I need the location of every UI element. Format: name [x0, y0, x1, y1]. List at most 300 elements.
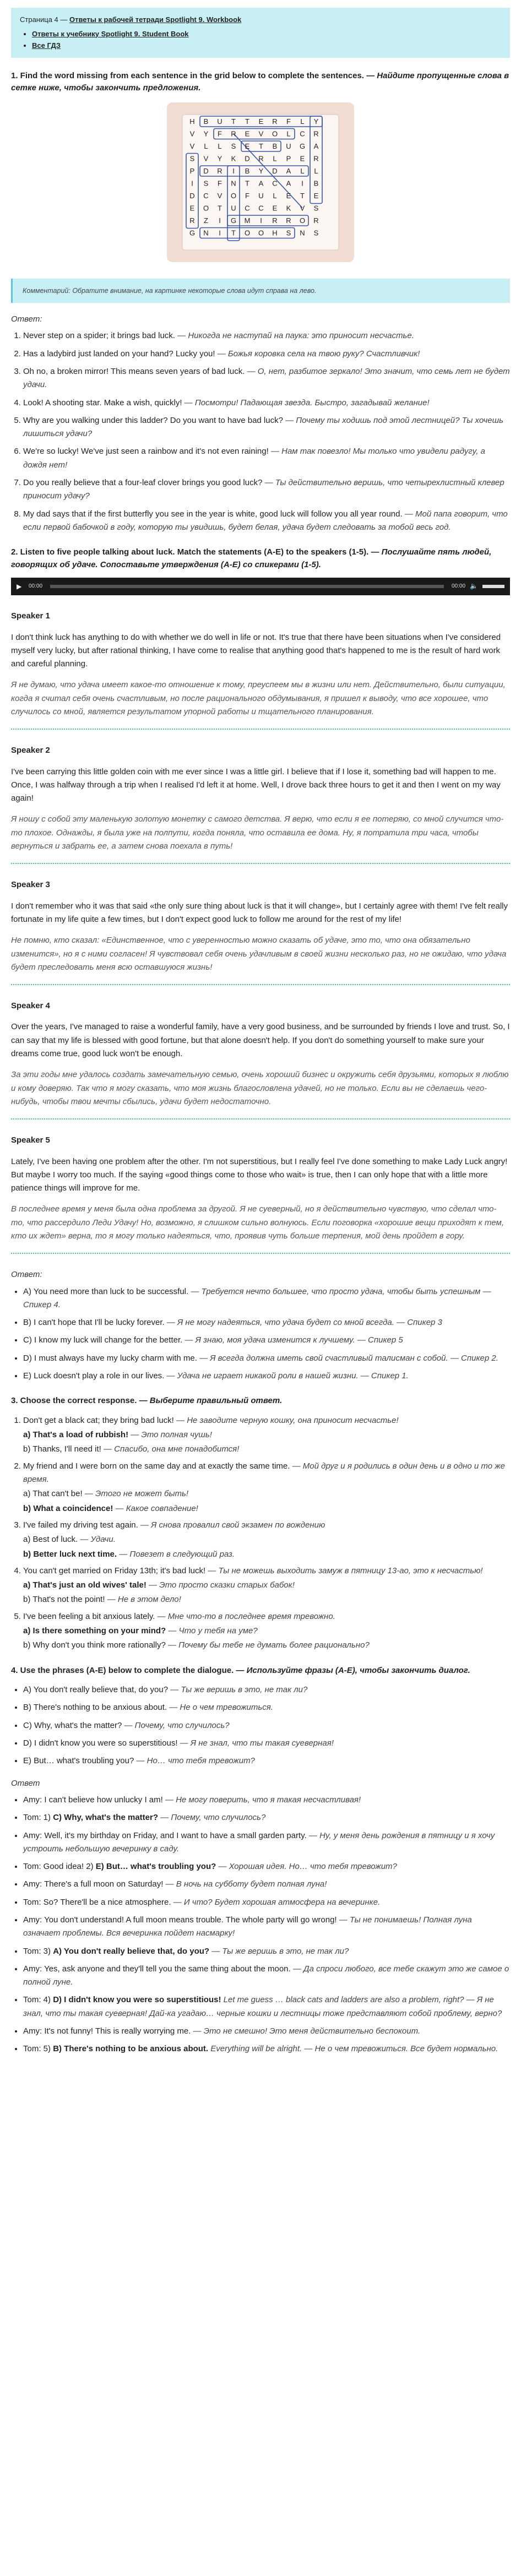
- answer-item: [23, 347, 510, 361]
- grid-letter: T: [245, 117, 249, 126]
- option-translation: — Удачи.: [80, 1535, 116, 1545]
- grid-letter: R: [189, 216, 195, 225]
- speaker-block: [11, 610, 510, 719]
- grid-letter: E: [286, 191, 291, 200]
- grid-letter: A: [258, 179, 264, 187]
- question-translation: — Я снова провалил свой экзамен по вождению: [140, 1520, 325, 1530]
- phrase-en: C) Why, what's the matter?: [23, 1720, 122, 1730]
- grid-letter: H: [189, 117, 195, 126]
- nav-prefix: Страница 4 —: [20, 15, 69, 24]
- answer-en: Look! A shooting star. Make a wish, quickly!: [23, 398, 182, 407]
- option-item: [23, 1593, 510, 1606]
- answer-ru: — О, нет, разбитое зеркало! Это значит, что семь лет не будет удачи.: [23, 366, 510, 390]
- phrase-item: [23, 1683, 510, 1697]
- answer-en: C) I know my luck will change for the better.: [23, 1335, 183, 1345]
- grid-letter: N: [300, 229, 305, 237]
- nav-link-student-book[interactable]: Ответы к учебнику Spotlight 9. Student Book: [32, 29, 189, 38]
- grid-letter: P: [189, 166, 195, 175]
- option-translation: — Почему бы тебе не думать более рационально?: [168, 1640, 370, 1650]
- grid-letter: O: [272, 129, 278, 138]
- question-text: My friend and I were born on the same day and at exactly the same time.: [23, 1461, 290, 1471]
- grid-letter: C: [258, 204, 264, 212]
- grid-letter: F: [218, 179, 222, 187]
- grid-letter: U: [217, 117, 222, 126]
- phrase-en: D) I didn't know you were so superstitious!: [23, 1738, 178, 1748]
- dialogue-line: [23, 1896, 510, 1909]
- answer-en: Oh no, a broken mirror! This means seven years of bad luck.: [23, 366, 245, 376]
- dialogue-line: [23, 1794, 510, 1807]
- grid-letter: T: [259, 142, 263, 150]
- task1-answer-label: Ответ:: [11, 314, 42, 324]
- answer-item: [23, 1352, 510, 1365]
- option-item: [23, 1502, 510, 1515]
- speaker-translation: За эти годы мне удалось создать замечательную семью, очень хороший бизнес и окружить себя друзьями, которых я люблю и кому доверяю. Так что я могу сказать, что моя жизнь благословлена удачей, но не только. Если вы не сделаешь чего-нибудь, чтобы твои мечты сбылись, удачи будет недостаточно.: [11, 1070, 509, 1106]
- dialogue-line: [23, 1914, 510, 1941]
- dialogue-line: [23, 1963, 510, 1990]
- grid-letter: R: [217, 166, 222, 175]
- dialogue-translation: Let me guess … black cats and ladders are also a problem, right? — Я не знал, что ты такая суеверная! Дай-ка угадаю… черные кошки и лестницы тоже представляют собой проблему, верно?: [23, 1995, 502, 2018]
- dialogue-translation: — Хорошая идея. Но… что тебя тревожит?: [216, 1862, 397, 1872]
- option-text: a) That's just an old wives' tale!: [23, 1580, 146, 1590]
- dialogue-line: [23, 1811, 510, 1824]
- dialogue-text: Amy: It's not funny! This is really worrying me.: [23, 2026, 191, 2036]
- phrase-ru: — Не о чем тревожиться.: [169, 1703, 273, 1713]
- answer-item: [23, 365, 510, 392]
- task2-title-ru: — Послушайте пять людей, говорящих об удаче. Сопоставьте утверждения (A-E) со спикерами (1-5).: [11, 547, 492, 569]
- option-translation: — Этого не может быть!: [84, 1489, 189, 1499]
- grid-letter: K: [231, 154, 236, 162]
- option-item: [23, 1487, 510, 1501]
- option-translation: — Какое совпадение!: [115, 1503, 198, 1513]
- task2-answer-list: [11, 1285, 510, 1383]
- grid-letter: D: [272, 166, 278, 175]
- grid-letter: U: [286, 142, 291, 150]
- grid-letter: Z: [204, 216, 208, 225]
- option-translation: — Спасибо, она мне понадобится!: [104, 1444, 240, 1454]
- dialogue-answer: A) You don't really believe that, do you?: [53, 1946, 210, 1956]
- option-text: a) Best of luck.: [23, 1535, 78, 1545]
- speaker-block: [11, 999, 510, 1108]
- grid-letter: D: [189, 191, 195, 200]
- question-item: [23, 1460, 510, 1515]
- option-translation: — Это полная чушь!: [131, 1430, 212, 1440]
- grid-letter: L: [300, 166, 305, 175]
- nav-item: [32, 29, 501, 40]
- option-text: a) That can't be!: [23, 1489, 83, 1499]
- grid-letter: E: [189, 204, 195, 212]
- grid-letter: R: [231, 129, 236, 138]
- dialogue-answer: E) But… what's troubling you?: [95, 1862, 216, 1872]
- grid-letter: C: [245, 204, 250, 212]
- grid-letter: I: [301, 179, 303, 187]
- answer-ru: — Я всегда должна иметь свой счастливый талисман с собой. — Спикер 2.: [199, 1353, 498, 1363]
- speaker-block: [11, 878, 510, 974]
- task3-title: [11, 1395, 510, 1407]
- grid-letter: O: [299, 216, 306, 225]
- dialogue-answer: D) I didn't know you were so superstitious!: [53, 1995, 221, 2005]
- answer-en: B) I can't hope that I'll be lucky forever.: [23, 1318, 165, 1328]
- task4-title-ru: — Используйте фразы (A-E), чтобы закончить диалог.: [236, 1665, 470, 1675]
- answer-item: [23, 1334, 510, 1347]
- option-translation: — Повезет в следующий раз.: [119, 1549, 235, 1559]
- option-item: [23, 1548, 510, 1561]
- phrase-ru: — Ты же веришь в это, не так ли?: [170, 1685, 308, 1695]
- answer-en: My dad says that if the first butterfly you see in the year is white, good luck will follow you all year round.: [23, 509, 403, 519]
- task3-title-en: 3. Choose the correct response.: [11, 1396, 137, 1406]
- phrase-en: A) You don't really believe that, do you?: [23, 1685, 169, 1695]
- task2-title: [11, 546, 510, 571]
- grid-letter: I: [219, 216, 221, 225]
- answer-ru: — Удача не играет никакой роли в нашей жизни. — Спикер 1.: [166, 1371, 409, 1381]
- grid-letter: L: [218, 142, 222, 150]
- task4-answer-label: Ответ: [11, 1778, 40, 1788]
- dialogue-line: [23, 1945, 510, 1958]
- answer-en: E) Luck doesn't play a role in our lives.: [23, 1371, 165, 1381]
- answer-en: We're so lucky! We've just seen a rainbow and it's not even raining!: [23, 447, 269, 456]
- question-translation: — Мой друг и я родились в один день и в одно и то же время.: [23, 1461, 505, 1485]
- answer-item: [23, 508, 510, 535]
- grid-letter: B: [272, 142, 278, 150]
- phrase-item: [23, 1737, 510, 1750]
- grid-letter: F: [245, 191, 249, 200]
- answer-en: Never step on a spider; it brings bad luck.: [23, 331, 175, 341]
- task3-question-list: [11, 1414, 510, 1653]
- dialogue-text: Amy: Yes, ask anyone and they'll tell you the same thing about the moon.: [23, 1964, 291, 1974]
- phrase-ru: — Почему, что случилось?: [124, 1720, 230, 1730]
- speaker-text: I don't think luck has anything to do with whether we do well in life or not. It's true that there have been situations when I've considered myself very lucky, but after rational thinking, I have come to realise that anything good that's happened to me is the result of hard work and careful planning.: [11, 632, 501, 669]
- grid-letter: V: [203, 154, 209, 162]
- grid-letter: N: [203, 229, 209, 237]
- option-translation: — Не в этом дело!: [107, 1595, 181, 1605]
- dialogue-translation: — Ты же веришь в это, не так ли?: [209, 1946, 349, 1956]
- task3-title-ru: — Выберите правильный ответ.: [139, 1396, 283, 1406]
- speaker-name: Speaker 3: [11, 880, 50, 890]
- grid-letter: H: [272, 229, 278, 237]
- answer-en: D) I must always have my lucky charm with me.: [23, 1353, 197, 1363]
- speaker-translation: Я не думаю, что удача имеет какое-то отношение к тому, преуспеем мы в жизни или нет. Действительно, были ситуации, когда я считал себя очень счастливым, но после рационального обдумывания, я пришел к выводу, что все хорошее, что случилось со мной, является результатом упорной работы и тщательного планирования.: [11, 680, 506, 716]
- dialogue-translation: — Ну, у меня день рождения в пятницу и я хочу устроить небольшую вечеринку в саду.: [23, 1830, 495, 1854]
- grid-letter: G: [189, 229, 196, 237]
- answer-item: [23, 1369, 510, 1383]
- grid-letter: L: [204, 142, 208, 150]
- grid-letter: F: [286, 117, 291, 126]
- answer-en: Has a ladybird just landed on your hand? Lucky you!: [23, 349, 215, 358]
- answer-item: [23, 476, 510, 503]
- question-item: [23, 1519, 510, 1561]
- dialogue-text: Amy: Well, it's my birthday on Friday, and I want to have a small garden party.: [23, 1830, 307, 1840]
- task4-phrase-list: [11, 1683, 510, 1768]
- dialogue-translation: Everything will be alright. — Не о чем тревожиться. Все будет нормально.: [208, 2044, 498, 2054]
- grid-letter: A: [286, 166, 291, 175]
- option-list: [23, 1487, 510, 1515]
- option-text: a) Is there something on your mind?: [23, 1626, 166, 1636]
- grid-letter: S: [231, 142, 236, 150]
- grid-letter: S: [189, 154, 195, 162]
- grid-letter: T: [218, 204, 222, 212]
- task1-title-en: 1. Find the word missing from each sentence in the grid below to complete the sentences.: [11, 70, 364, 80]
- divider: [11, 863, 510, 864]
- dialogue-line: [23, 1878, 510, 1891]
- speaker-name: Speaker 5: [11, 1135, 50, 1145]
- nav-current: [20, 14, 501, 25]
- nav-link-all-gdz[interactable]: Все ГДЗ: [32, 41, 61, 50]
- speaker-text: I don't remember who it was that said «the only sure thing about luck is that it will change», but I certainly agree with them! I've felt really fortunate in my life quite a few times, but I don't expect good luck to follow me around for the rest of my life!: [11, 901, 508, 924]
- answer-item: [23, 329, 510, 343]
- grid-letter: S: [313, 204, 319, 212]
- grid-letter: N: [231, 179, 236, 187]
- grid-letter: E: [272, 204, 278, 212]
- phrase-item: [23, 1701, 510, 1714]
- task1-title: [11, 70, 510, 95]
- speaker-translation: В последнее время у меня была одна проблема за другой. Я не суеверный, но я действительно чувствую, что сделал что-то, что рассердило Леди Удачу! Но, возможно, я слишком сильно волнуюсь. Если поговорка «хорошие вещи приходят к тем, кто их ждет» верна, то я могу только надеяться, что, проявив чуть больше терпения, мой день пройдет в гору.: [11, 1204, 504, 1241]
- grid-letter: L: [314, 166, 318, 175]
- question-item: [23, 1564, 510, 1607]
- grid-letter: T: [300, 191, 305, 200]
- dialogue-translation: — Почему, что случилось?: [158, 1813, 266, 1823]
- dialogue-text: Tom: 5): [23, 2044, 53, 2054]
- option-item: [23, 1639, 510, 1652]
- grid-letter: B: [245, 166, 250, 175]
- grid-letter: U: [231, 204, 236, 212]
- grid-letter: R: [272, 117, 278, 126]
- speaker-name: Speaker 2: [11, 746, 50, 756]
- option-list: [23, 1533, 510, 1561]
- grid-letter: E: [245, 129, 250, 138]
- speaker-name: Speaker 1: [11, 611, 50, 621]
- dialogue-text: Amy: There's a full moon on Saturday!: [23, 1879, 164, 1889]
- grid-letter: R: [258, 154, 264, 162]
- phrase-ru: — Но… что тебя тревожит?: [136, 1756, 255, 1766]
- dialogue-text: Amy: You don't understand! A full moon means trouble. The whole party will go wrong!: [23, 1915, 337, 1925]
- grid-letter: O: [244, 229, 251, 237]
- dialogue-text: Tom: 1): [23, 1813, 53, 1823]
- wordsearch-image: [11, 102, 510, 267]
- wordsearch-grid: [167, 102, 354, 262]
- phrase-ru: — Я не знал, что ты такая суеверная!: [180, 1738, 334, 1748]
- grid-letter: O: [203, 204, 209, 212]
- option-text: a) That's a load of rubbish!: [23, 1430, 129, 1440]
- grid-letter: V: [300, 204, 305, 212]
- nav-link-workbook[interactable]: Ответы к рабочей тетради Spotlight 9. Workbook: [69, 15, 242, 24]
- grid-letter: Y: [313, 117, 319, 126]
- volume-icon[interactable]: 🔈: [470, 582, 478, 590]
- grid-letter: R: [313, 129, 319, 138]
- question-text: You can't get married on Friday 13th; it's bad luck!: [23, 1566, 206, 1575]
- dialogue-line: [23, 1993, 510, 2020]
- grid-letter: I: [191, 179, 193, 187]
- question-text: I've failed my driving test again.: [23, 1520, 138, 1530]
- option-text: b) What a coincidence!: [23, 1503, 113, 1513]
- speaker-block: [11, 1134, 510, 1243]
- grid-letter: V: [189, 142, 195, 150]
- answer-en: Why are you walking under this ladder? Do you want to have bad luck?: [23, 415, 283, 425]
- answer-item: [23, 396, 510, 410]
- answer-en: Do you really believe that a four-leaf clover brings you good luck?: [23, 478, 263, 488]
- dialogue-translation: — Да спроси любого, все тебе скажут это же самое о полной луне.: [23, 1964, 509, 1987]
- question-translation: — Мне что-то в последнее время тревожно.: [157, 1611, 335, 1621]
- play-icon[interactable]: ▶: [17, 583, 22, 591]
- answer-ru: — Почему ты ходишь под этой лестницей? Ты хочешь лишиться удачи?: [23, 415, 503, 439]
- answer-ru: — Я не могу надеяться, что удача будет со мной всегда. — Спикер 3: [166, 1318, 442, 1328]
- speaker-text: Lately, I've been having one problem after the other. I'm not superstitious, but I really feel I've done something to make Lady Luck angry! But maybe I worry too much. If the saying «good things come to those who wait» is true, then I can only hope that with a little more patience things will improve for me.: [11, 1156, 508, 1193]
- volume-slider[interactable]: [482, 585, 504, 588]
- grid-letter: L: [273, 154, 277, 162]
- question-item: [23, 1414, 510, 1457]
- task4-dialogue-list: [11, 1794, 510, 2056]
- grid-letter: L: [286, 129, 291, 138]
- grid-letter: C: [203, 191, 209, 200]
- answer-ru: — Требуется нечто большее, что просто удача, чтобы быть успешным — Спикер 4.: [23, 1286, 491, 1309]
- question-translation: — Ты не можешь выходить замуж в пятницу 13-ао, это к несчастью!: [208, 1566, 483, 1575]
- nav-box: [11, 8, 510, 58]
- grid-letter: R: [313, 216, 319, 225]
- option-text: b) That's not the point!: [23, 1595, 105, 1605]
- grid-letter: I: [219, 229, 221, 237]
- divider: [11, 984, 510, 985]
- answer-ru: — Никогда не наступай на паука: это приносит несчастье.: [177, 331, 414, 341]
- speaker-name: Speaker 4: [11, 1001, 50, 1011]
- grid-letter: Y: [258, 166, 264, 175]
- answer-ru: — Мой папа говорит, что если первой бабочкой в году, которую ты увидишь, будет белая, удача будет следовать за тобой весь год.: [23, 509, 508, 532]
- audio-progress-bar[interactable]: [50, 585, 444, 588]
- task2-title-en: 2. Listen to five people talking about luck. Match the statements (A-E) to the speakers (1-5).: [11, 547, 369, 557]
- option-item: [23, 1428, 510, 1442]
- grid-letter: F: [218, 129, 222, 138]
- answer-ru: — Нам так повезло! Мы только что увидели радугу, а дождя нет!: [23, 447, 485, 470]
- grid-letter: T: [231, 229, 236, 237]
- question-item: [23, 1610, 510, 1653]
- audio-total-time: 00:00: [452, 583, 466, 590]
- grid-letter: K: [286, 204, 291, 212]
- phrase-en: E) But… what's troubling you?: [23, 1756, 134, 1766]
- grid-letter: A: [313, 142, 319, 150]
- option-list: [23, 1624, 510, 1653]
- dialogue-text: Tom: So? There'll be a nice atmosphere.: [23, 1897, 171, 1907]
- grid-letter: C: [272, 179, 278, 187]
- option-translation: — Это просто сказки старых бабок!: [149, 1580, 295, 1590]
- dialogue-line: [23, 1829, 510, 1856]
- dialogue-answer: C) Why, what's the matter?: [53, 1813, 158, 1823]
- grid-letter: Y: [217, 154, 222, 162]
- option-translation: — Что у тебя на уме?: [168, 1626, 258, 1636]
- speaker-translation: Не помню, кто сказал: «Единственное, что с уверенностью можно сказать об удаче, это то, что она обязательно изменится», но я с ними согласен! Я чувствовал себя очень удачливым в своей жизни несколько раз, но не ожидаю, что удача будет преследовать меня всю оставшуюся жизнь!: [11, 936, 507, 972]
- grid-letter: O: [258, 229, 264, 237]
- grid-letter: L: [300, 117, 305, 126]
- divider: [11, 729, 510, 730]
- option-text: b) Better luck next time.: [23, 1549, 117, 1559]
- speaker-text: Over the years, I've managed to raise a wonderful family, have a very good business, and be surrounded by friends I love and trust. So, I can say that my life is blessed with good fortune, but that alone doesn't help. If you don't do something yourself to make sure your dreams come true, good luck won't be enough.: [11, 1022, 510, 1059]
- grid-letter: B: [313, 179, 319, 187]
- grid-letter: U: [258, 191, 264, 200]
- speaker-translation: Я ношу с собой эту маленькую золотую монетку с самого детства. Я верю, что если я ее потеряю, со мной случится что-то плохое. Однажды, я была уже на полпути, когда поняла, что оставила ее дома. Ну, я потратила три часа, чтобы вернуться и забрать ее, а затем снова поехала в путь!: [11, 814, 504, 851]
- option-item: [23, 1443, 510, 1456]
- answer-item: [23, 1316, 510, 1329]
- grid-letter: S: [313, 229, 319, 237]
- dialogue-line: [23, 1860, 510, 1873]
- speaker-block: [11, 744, 510, 853]
- grid-letter: D: [203, 166, 209, 175]
- answer-item: [23, 445, 510, 472]
- answer-ru: — Ты действительно веришь, что четырехлистный клевер приносит удачу?: [23, 478, 504, 501]
- question-text: I've been feeling a bit anxious lately.: [23, 1611, 155, 1621]
- dialogue-text: Tom: Good idea! 2): [23, 1862, 96, 1872]
- answer-ru: — Я знаю, моя удача изменится к лучшему. — Спикер 5: [184, 1335, 403, 1345]
- grid-letter: I: [260, 216, 262, 225]
- dialogue-text: Tom: 4): [23, 1995, 53, 2005]
- grid-letter: D: [245, 154, 250, 162]
- task1-answer-list: [11, 329, 510, 534]
- grid-letter: R: [272, 216, 278, 225]
- dialogue-line: [23, 2025, 510, 2038]
- nav-links: [20, 29, 501, 51]
- phrase-item: [23, 1754, 510, 1768]
- grid-letter: E: [245, 142, 250, 150]
- grid-letter: T: [245, 179, 249, 187]
- grid-letter: G: [299, 142, 306, 150]
- task2-answer-label: Ответ:: [11, 1270, 42, 1280]
- speakers-section: [11, 610, 510, 1254]
- answer-item: [23, 1285, 510, 1312]
- dialogue-translation: — Это не смешно! Это меня действительно беспокоит.: [191, 2026, 421, 2036]
- dialogue-translation: — Не могу поверить, что я такая несчастливая!: [162, 1795, 361, 1805]
- audio-player[interactable]: [11, 578, 510, 595]
- speaker-text: I've been carrying this little golden coin with me ever since I was a little girl. I believe that if I lose it, something bad will happen to me. Once, I was halfway through a trip when I realised I'd left it at home. Well, I drove back three hours to get it and then I went on my way again!: [11, 767, 501, 803]
- grid-letter: V: [258, 129, 264, 138]
- grid-letter: M: [244, 216, 251, 225]
- dialogue-translation: — Ты не понимаешь! Полная луна означает проблемы. Вся вечеринка пойдет насмарку!: [23, 1915, 472, 1938]
- dialogue-text: Amy: I can't believe how unlucky I am!: [23, 1795, 163, 1805]
- question-text: Don't get a black cat; they bring bad luck!: [23, 1415, 174, 1425]
- answer-ru: — Божья коровка села на твою руку? Счастливчик!: [217, 349, 420, 358]
- grid-letter: P: [286, 154, 291, 162]
- option-item: [23, 1533, 510, 1546]
- grid-letter: V: [217, 191, 222, 200]
- dialogue-translation: — И что? Будет хорошая атмосфера на вечеринке.: [171, 1897, 381, 1907]
- answer-en: A) You need more than luck to be successful.: [23, 1286, 189, 1296]
- answer-ru: — Посмотри! Падающая звезда. Быстро, загадывай желание!: [184, 398, 430, 407]
- task4-title-en: 4. Use the phrases (A-E) below to complete the dialogue.: [11, 1665, 234, 1675]
- grid-letter: C: [300, 129, 305, 138]
- grid-letter: I: [232, 166, 235, 175]
- grid-letter: S: [286, 229, 291, 237]
- grid-letter: S: [203, 179, 209, 187]
- nav-item: [32, 40, 501, 51]
- dialogue-translation: — В ночь на субботу будет полная луна!: [163, 1879, 327, 1889]
- grid-letter: G: [230, 216, 237, 225]
- dialogue-line: [23, 2042, 510, 2056]
- option-list: [23, 1579, 510, 1607]
- option-item: [23, 1579, 510, 1592]
- grid-letter: O: [230, 191, 237, 200]
- phrase-item: [23, 1719, 510, 1732]
- grid-letter: A: [286, 179, 291, 187]
- grid-letter: E: [300, 154, 305, 162]
- task1-title-ru: — Найдите пропущенные слова в сетке ниже, чтобы закончить предложения.: [11, 70, 509, 93]
- question-translation: — Не заводите черную кошку, она приносит несчастье!: [176, 1415, 399, 1425]
- phrase-en: B) There's nothing to be anxious about.: [23, 1703, 167, 1713]
- option-item: [23, 1624, 510, 1638]
- option-list: [23, 1428, 510, 1457]
- dialogue-answer: B) There's nothing to be anxious about.: [53, 2044, 209, 2054]
- grid-letter: E: [313, 191, 319, 200]
- grid-letter: R: [286, 216, 291, 225]
- grid-letter: Y: [203, 129, 209, 138]
- option-text: b) Why don't you think more rationally?: [23, 1640, 166, 1650]
- grid-letter: R: [313, 154, 319, 162]
- divider: [11, 1118, 510, 1119]
- grid-letter: V: [189, 129, 195, 138]
- grid-letter: L: [273, 191, 277, 200]
